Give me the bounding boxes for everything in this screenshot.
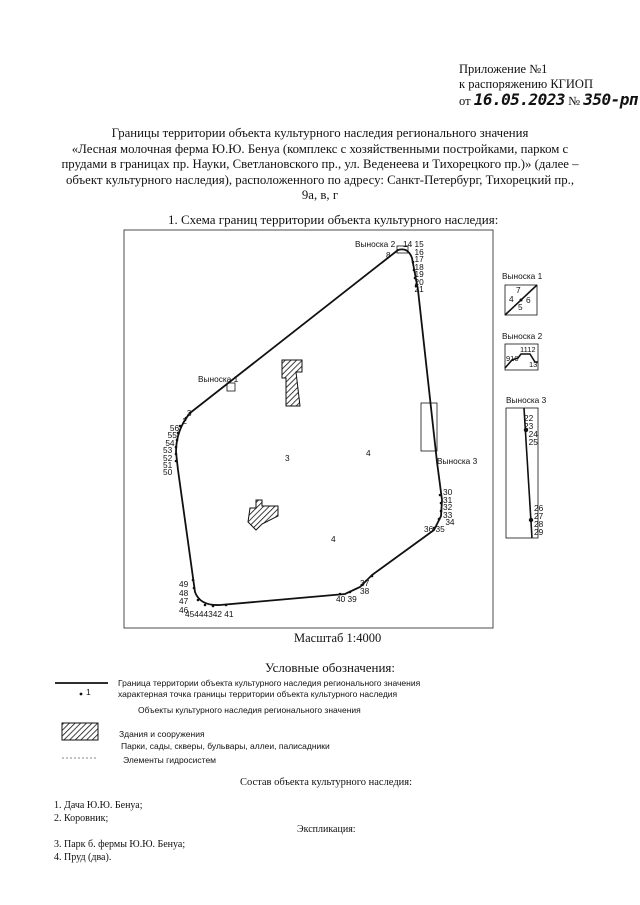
callout2-points-top: 1112 [520, 345, 536, 354]
title-line5: 9а, в, г [301, 188, 339, 202]
map-scale: Масштаб 1:4000 [294, 631, 382, 645]
composition-list [54, 799, 143, 825]
legend-item-parks: Парки, сады, скверы, бульвары, аллеи, палисадники [121, 741, 330, 751]
callout-box3-title: Выноска 3 [506, 395, 547, 405]
appendix-line2: к распоряжению КГИОП [459, 77, 593, 91]
legend-item-point: характерная точка границы территории объекта культурного наследия [118, 689, 398, 699]
composition-title: Состав объекта культурного наследия: [240, 777, 413, 788]
points-bottom-left: 45444342 41 [185, 609, 234, 619]
appendix-number: 350-рп [583, 90, 638, 109]
point-8-label: 8 [386, 250, 391, 260]
legend-item-buildings: Здания и сооружения [119, 729, 205, 739]
legend-title: Условные обозначения: [265, 660, 396, 675]
list-item: 4. Пруд (два). [54, 852, 112, 863]
title-line4: объект культурного наследия), расположенного по адресу: Санкт-Петербург, Тихорецкий пр., [65, 172, 575, 187]
points-left: 56 55 54 53 52 51 50 [163, 423, 180, 478]
marker-park: 3 [285, 453, 290, 463]
callout1-pt4: 4 [509, 294, 514, 304]
marker-pond-1: 4 [366, 448, 371, 458]
legend-item-water: Элементы гидросистем [123, 755, 217, 765]
callout2-pt13: 13 [529, 360, 538, 369]
callout-box2-title: Выноска 2 [502, 331, 543, 341]
callout-box1-title: Выноска 1 [502, 271, 543, 281]
points-bottom-mid: 40 39 [336, 594, 357, 604]
title-line3: прудами в границах пр. Науки, Светлановского пр., ул. Веденеева и Тихорецкого пр.)» (далее – [61, 157, 579, 171]
explication-list [54, 838, 185, 864]
appendix-line1: Приложение №1 [459, 62, 548, 76]
callout1-pt5: 5 [518, 302, 523, 312]
callout3-points-top: 22 23 24 25 [524, 413, 538, 447]
callout2-label: Выноска 2 [355, 239, 396, 249]
legend-item-boundary: Граница территории объекта культурного наследия регионального значения [118, 678, 421, 688]
callout2-points: 910 [506, 354, 519, 363]
legend-item-point-marker: 1 [86, 687, 91, 697]
points-bottom-right: 37 38 [360, 578, 370, 596]
marker-pond-2: 4 [331, 534, 336, 544]
list-item: 2. Коровник; [54, 813, 109, 824]
points-top-right: 14 15 16 17 18 19 20 21 [403, 239, 424, 294]
appendix-prefix: от [459, 94, 471, 108]
points-left-top: 3 2 [182, 408, 192, 426]
callout3-points-bottom: 26 27 28 29 [534, 503, 544, 537]
list-item: 1. Дача Ю.Ю. Бенуа; [54, 800, 143, 811]
title-line1: Границы территории объекта культурного наследия регионального значения [111, 126, 529, 140]
callout1-label: Выноска 1 [198, 374, 239, 384]
callout1-pt6: 6 [526, 295, 531, 305]
callout1-pt7: 7 [516, 285, 521, 295]
title-line2: «Лесная молочная ферма Ю.Ю. Бенуа (комплекс с хозяйственными постройками, парком с [71, 141, 569, 156]
list-item: 3. Парк б. фермы Ю.Ю. Бенуа; [54, 839, 186, 850]
explication-title: Экспликация: [297, 824, 356, 835]
appendix-date: 16.05.2023 [473, 90, 566, 109]
legend-item-heritage: Объекты культурного наследия регионального значения [138, 705, 361, 715]
appendix-num-sign: № [568, 94, 581, 108]
points-right: 30 31 32 33 34 [443, 487, 455, 528]
callout3-label: Выноска 3 [437, 456, 478, 466]
section-heading: 1. Схема границ территории объекта культурного наследия: [168, 212, 499, 227]
points-right-bottom: 36 35 [424, 524, 445, 534]
points-left-bottom: 49 48 47 46 [179, 579, 189, 615]
